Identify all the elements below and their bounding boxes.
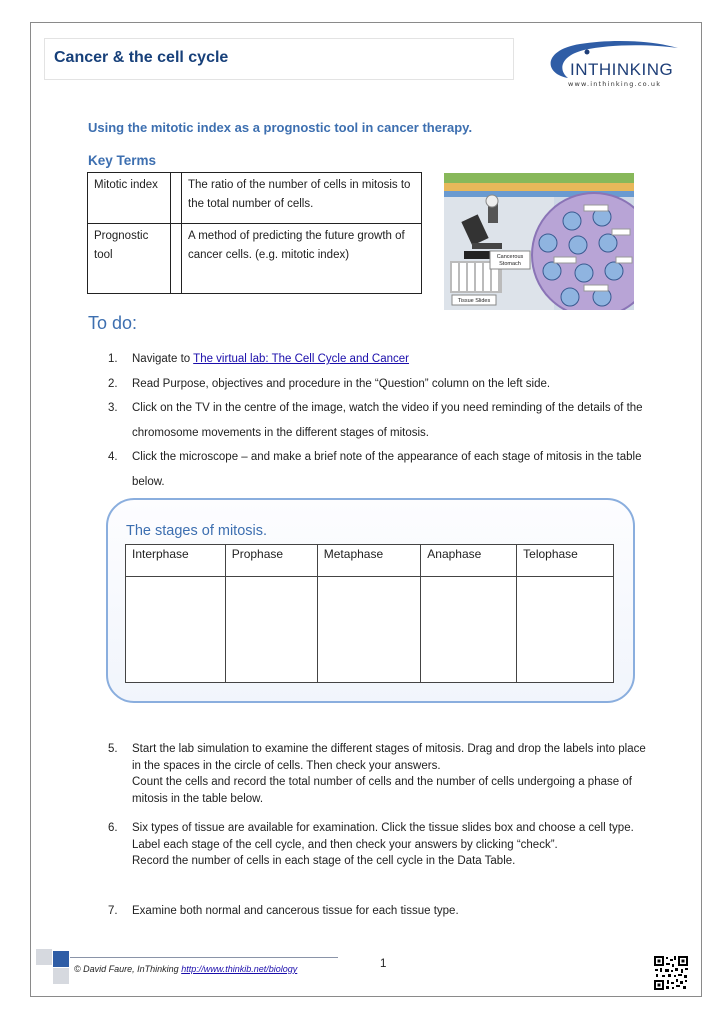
step-text: Read Purpose, objectives and procedure in the “Question” column on the left side. — [132, 377, 551, 390]
stages-title: The stages of mitosis. — [126, 523, 268, 539]
table-row — [126, 577, 614, 683]
column-header: Prophase — [225, 545, 317, 577]
column-header: Interphase — [126, 545, 226, 577]
footer-decoration — [36, 949, 52, 965]
virtual-lab-link[interactable]: The virtual lab: The Cell Cycle and Cancer — [193, 353, 410, 365]
column-header: Anaphase — [421, 545, 517, 577]
logo-url: www.inthinking.co.uk — [568, 80, 662, 88]
key-terms-table — [87, 172, 422, 294]
virtual-lab-illustration — [444, 173, 634, 310]
answer-cell[interactable] — [317, 577, 421, 683]
table-row — [88, 224, 422, 294]
logo-text: INTHINKING — [570, 60, 674, 79]
step-text: Start the lab simulation to examine the different stages of mitosis. Drag and drop the labels into place in the spaces in the circle of cells. Then check your answers. — [132, 743, 646, 772]
step-text: Click the microscope – and make a brief note of the appearance of each stage of mitosis in the table below. — [132, 451, 642, 488]
step-number: 4. — [108, 451, 118, 463]
step-text: Six types of tissue are available for examination. Click the tissue slides box and choose a cell type. Label each stage of the cell cycle, and then check your answers by clicking “check”. — [132, 822, 634, 851]
step-text-continued: Count the cells and record the total number of cells and the number of cells undergoing a phase of mitosis in the table below. — [132, 776, 632, 805]
footer-link[interactable]: http://www.thinkib.net/biology — [181, 964, 298, 974]
steps-list — [108, 347, 648, 494]
table-row — [88, 173, 422, 224]
subtitle: Using the mitotic index as a prognostic tool in cancer therapy. — [88, 120, 473, 135]
footer-decoration — [53, 968, 69, 984]
definition-cell: A method of predicting the future growth of cancer cells. (e.g. mitotic index) — [182, 224, 422, 294]
todo-heading: To do: — [88, 313, 138, 333]
footer-credit — [74, 964, 297, 974]
list-item — [108, 820, 648, 903]
gap-cell — [171, 224, 182, 294]
footer-divider — [70, 957, 338, 958]
column-header: Telophase — [517, 545, 614, 577]
label-tissue-slides: Tissue Slides — [457, 298, 491, 304]
step-text: Navigate to — [132, 353, 194, 365]
footer-decoration — [53, 951, 69, 967]
step-number: 1. — [108, 353, 118, 365]
qr-code-icon — [653, 955, 689, 991]
page-number: 1 — [380, 958, 387, 970]
step-number: 6. — [108, 822, 118, 834]
step-number: 2. — [108, 377, 118, 390]
step-text-continued: Record the number of cells in each stage of the cell cycle in the Data Table. — [132, 855, 516, 867]
column-header: Metaphase — [317, 545, 421, 577]
step-text: Click on the TV in the centre of the image, watch the video if you need reminding of the details of the chromosome movements in the different stages of mitosis. — [132, 402, 643, 439]
list-item — [108, 445, 648, 494]
key-terms-heading: Key Terms — [88, 153, 157, 168]
gap-cell — [171, 173, 182, 224]
table-header-row — [126, 545, 614, 577]
virtual-lab-image — [444, 173, 634, 310]
page-title: Cancer & the cell cycle — [54, 49, 229, 66]
step-number: 3. — [108, 402, 118, 414]
list-item — [108, 903, 648, 920]
list-item — [108, 396, 648, 445]
list-item — [108, 372, 648, 397]
inthinking-logo — [540, 38, 680, 90]
definition-cell: The ratio of the number of cells in mitosis to the total number of cells. — [182, 173, 422, 224]
answer-cell[interactable] — [225, 577, 317, 683]
stages-table — [125, 544, 614, 683]
list-item — [108, 741, 648, 820]
footer-credit-text: © David Faure, InThinking — [74, 964, 182, 974]
label-cancerous-stomach-1: Cancerous — [496, 254, 524, 260]
step-number: 5. — [108, 743, 118, 755]
step-text: Examine both normal and cancerous tissue for each tissue type. — [132, 905, 459, 917]
answer-cell[interactable] — [517, 577, 614, 683]
later-steps-list — [108, 741, 648, 920]
step-number: 7. — [108, 905, 118, 917]
answer-cell[interactable] — [421, 577, 517, 683]
term-cell: Mitotic index — [88, 173, 171, 224]
label-cancerous-stomach-2: Stomach — [499, 261, 521, 267]
list-item — [108, 347, 648, 372]
term-cell: Prognostic tool — [88, 224, 171, 294]
answer-cell[interactable] — [126, 577, 226, 683]
